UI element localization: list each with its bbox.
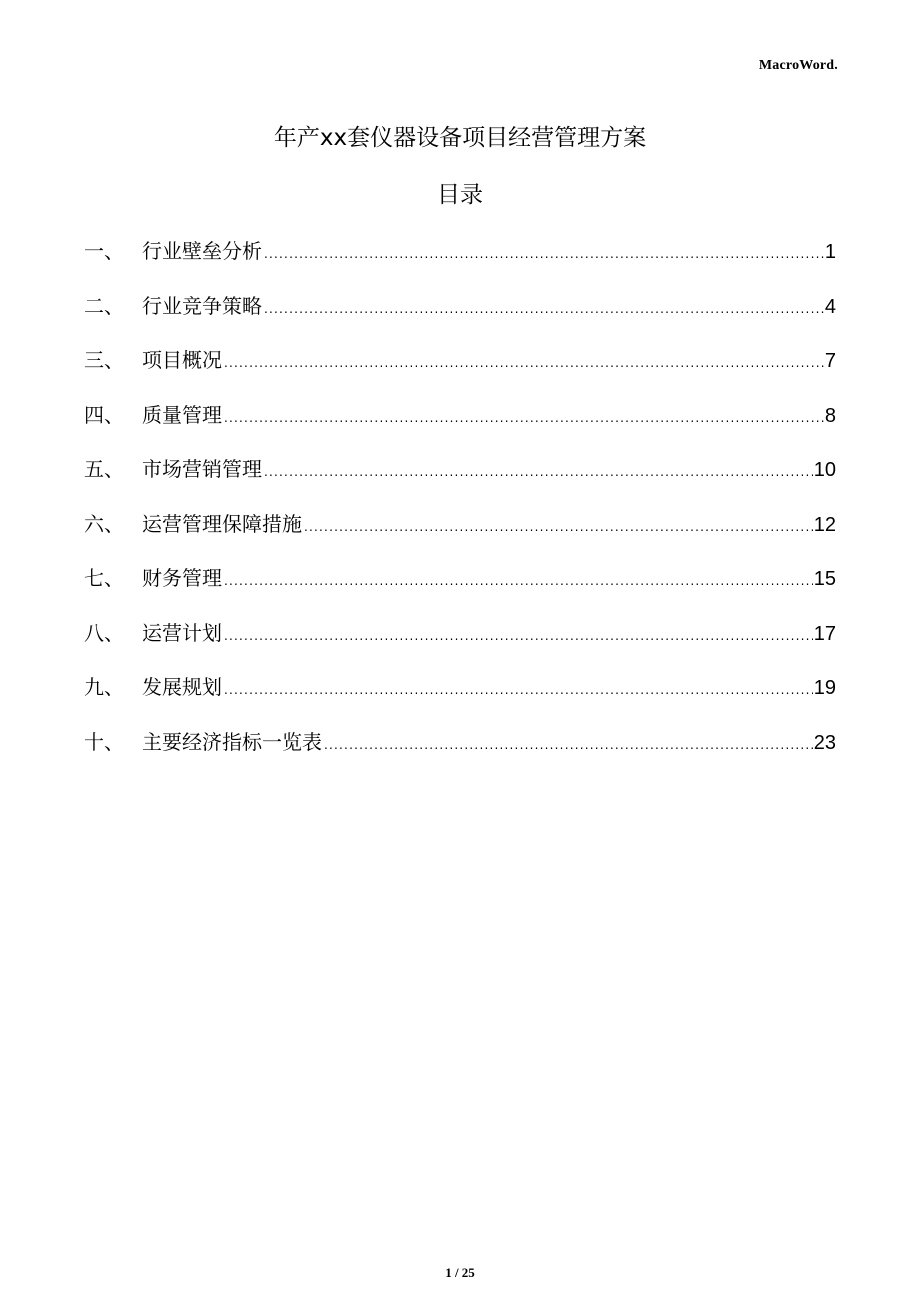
toc-dot-leader: [224, 400, 824, 436]
toc-dot-leader: [264, 291, 824, 327]
toc-entry-number: 七、: [84, 566, 124, 590]
toc-entry-label: 主要经济指标一览表: [142, 729, 322, 754]
toc-entry-page: 23: [813, 731, 836, 754]
toc-entry[interactable]: [84, 669, 836, 724]
toc-dot-leader: [264, 236, 824, 272]
toc-entry-page: 1: [824, 241, 836, 263]
toc-entry-number: 六、: [84, 511, 124, 536]
toc-entry-page: 4: [824, 295, 836, 318]
header-watermark: MacroWord.: [758, 58, 838, 73]
toc-entry-page: 10: [813, 459, 836, 481]
toc-entry-label: 财务管理: [142, 566, 222, 590]
toc-entry[interactable]: [84, 451, 836, 506]
toc-entry-number: 九、: [84, 675, 124, 699]
toc-entry[interactable]: [84, 506, 836, 561]
toc-entry-label: 质量管理: [142, 402, 222, 427]
toc-dot-leader: [224, 563, 813, 599]
toc-entry-number: 八、: [84, 620, 124, 645]
toc-entry-page: 7: [824, 350, 836, 372]
toc-entry-number: 二、: [84, 293, 124, 318]
table-of-contents: [84, 233, 836, 778]
toc-heading: 目录: [437, 182, 483, 208]
toc-dot-leader: [224, 672, 813, 708]
toc-entry-page: 19: [813, 677, 836, 699]
toc-entry-number: 一、: [84, 239, 124, 263]
toc-entry[interactable]: [84, 724, 836, 779]
toc-entry-label: 行业壁垒分析: [142, 239, 262, 263]
page-number-indicator: 1 / 25: [445, 1265, 475, 1280]
toc-entry-label: 发展规划: [142, 675, 222, 699]
toc-entry-number: 十、: [84, 729, 124, 754]
toc-entry-label: 运营计划: [142, 620, 222, 645]
toc-entry-number: 五、: [84, 457, 124, 481]
toc-entry-number: 三、: [84, 348, 124, 372]
toc-entry[interactable]: [84, 288, 836, 343]
toc-entry-label: 项目概况: [142, 348, 222, 372]
toc-entry-number: 四、: [84, 402, 124, 427]
toc-entry-label: 市场营销管理: [142, 457, 262, 481]
document-title: 年产xx套仪器设备项目经营管理方案: [273, 125, 647, 151]
toc-entry[interactable]: [84, 560, 836, 615]
toc-dot-leader: [224, 345, 824, 381]
toc-entry-page: 15: [813, 568, 836, 590]
toc-dot-leader: [304, 509, 813, 545]
toc-dot-leader: [324, 727, 813, 763]
toc-entry-page: 12: [813, 513, 836, 536]
toc-entry[interactable]: [84, 233, 836, 288]
toc-entry-label: 行业竞争策略: [142, 293, 262, 318]
toc-entry[interactable]: [84, 397, 836, 452]
toc-entry-label: 运营管理保障措施: [142, 511, 302, 536]
toc-entry[interactable]: [84, 615, 836, 670]
toc-entry-page: 8: [824, 404, 836, 427]
toc-dot-leader: [224, 618, 813, 654]
toc-dot-leader: [264, 454, 813, 490]
toc-entry[interactable]: [84, 342, 836, 397]
toc-entry-page: 17: [813, 622, 836, 645]
